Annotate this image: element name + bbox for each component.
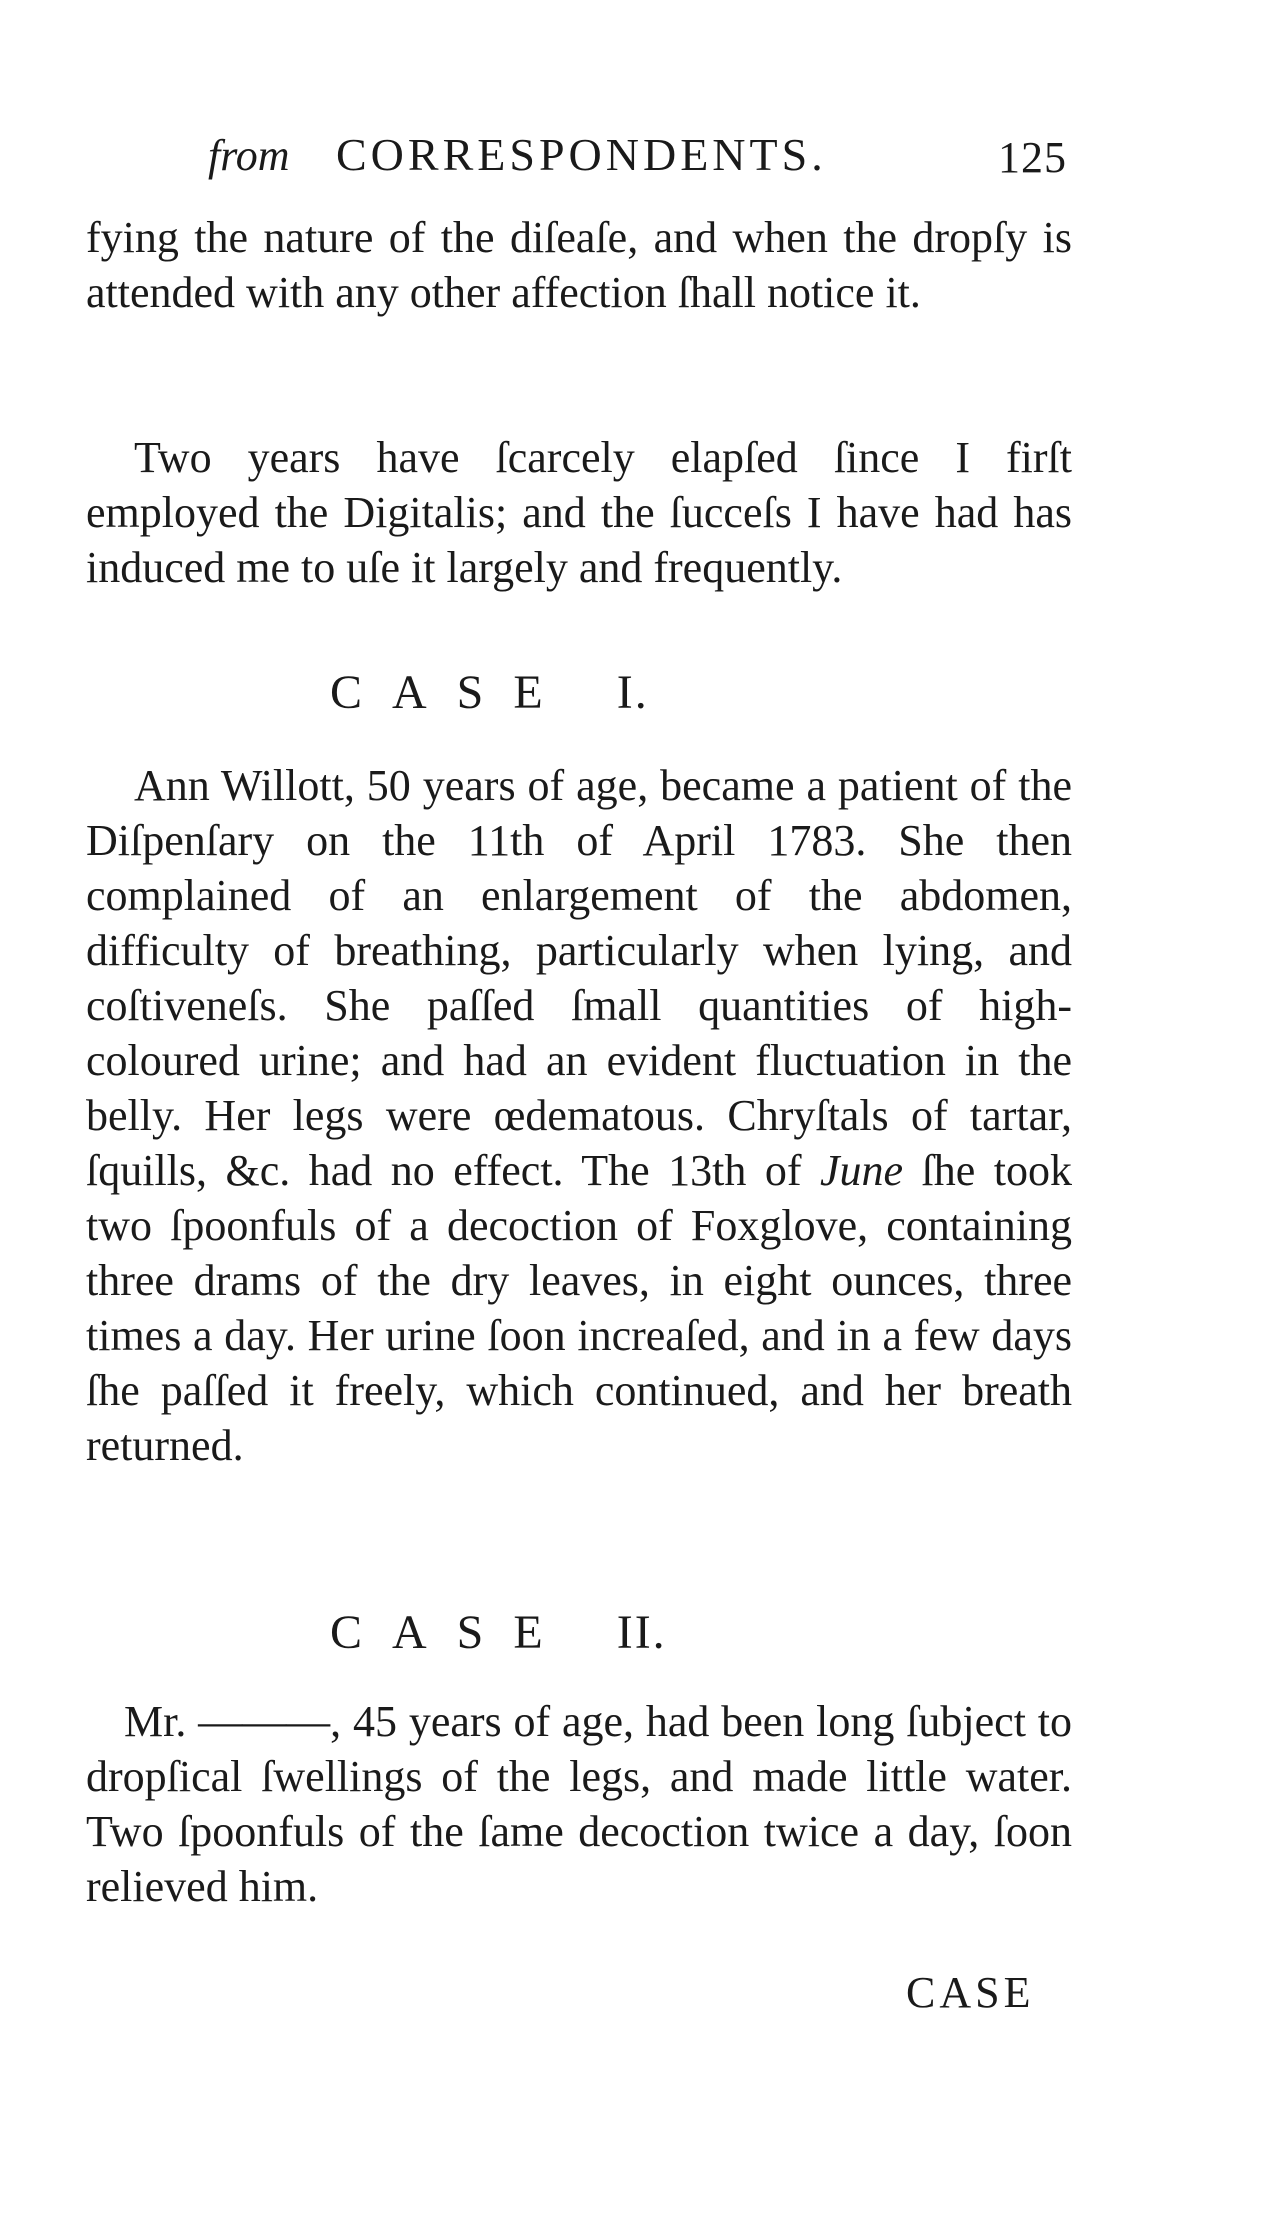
running-header <box>190 128 1090 184</box>
paragraph-case-2: Mr. ———, 45 years of age, had been long ſubject to dropſical ſwellings of the legs, and made little water. Two ſpoonfuls of the ſame decoction twice a day, ſoon relieved him. <box>86 1697 1072 1911</box>
case-1-month-italic: June <box>819 1146 904 1195</box>
case-1-text-before: Ann Willott, 50 years of age, became a patient of the Diſpenſary on the 11th of April 1783. She then complained of an enlargement of the abdomen, difficulty of breathing, particularly when lying, and coſtiveneſs. She paſſed ſmall quantities of high-coloured urine; and had an evident fluctuation in the belly. Her legs were œdematous. Chryſtals of tartar, ſquills, &c. had no effect. The 13th of <box>86 761 1072 1195</box>
case-heading-1-number: I. <box>616 666 649 719</box>
case-heading-2-word: CASE <box>330 1606 573 1659</box>
paragraph-continuation: fying the nature of the diſeaſe, and when the dropſy is attended with any other affection ſhall notice it. <box>86 213 1072 317</box>
page-number: 125 <box>998 133 1067 182</box>
case-1-text-after: ſhe took two ſpoonfuls of a decoction of Foxglove, containing three drams of the dry leaves, in eight ounces, three times a day. Her urine ſoon increaſed, and in a few days ſhe paſſed it freely, which continued, and her breath returned. <box>86 1146 1072 1470</box>
case-heading-1 <box>330 665 649 720</box>
case-heading-1-word: CASE <box>330 666 573 719</box>
case-heading-2 <box>330 1605 667 1660</box>
case-heading-2-number: II. <box>616 1606 667 1659</box>
header-from: from <box>208 131 290 180</box>
paragraph-case-1 <box>86 758 1072 1473</box>
catchword: CASE <box>906 1968 1035 2017</box>
paragraph-digitalis-intro: Two years have ſcarcely elapſed ſince I firſt employed the Digitalis; and the ſucceſs I have had has induced me to uſe it largely and frequently. <box>86 433 1072 592</box>
header-title: CORRESPONDENTS. <box>336 129 827 180</box>
